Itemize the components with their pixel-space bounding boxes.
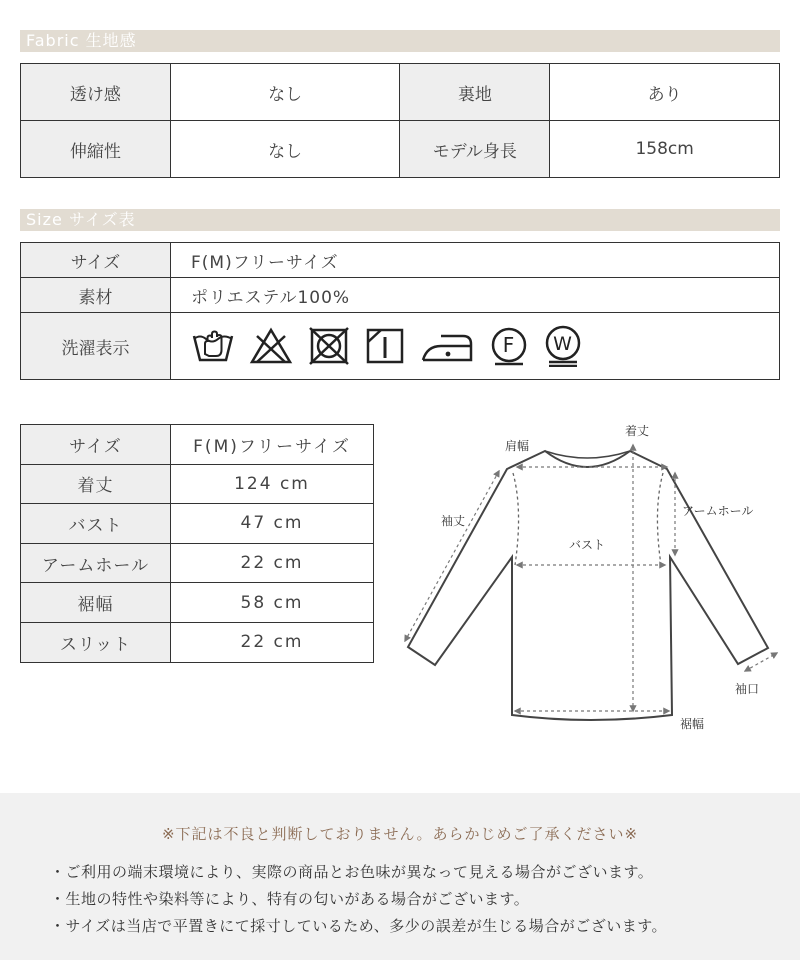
no-bleach-icon [249, 326, 293, 366]
fabric-label-lining: 裏地 [400, 64, 550, 121]
care-icons [191, 325, 779, 367]
size-table-row [21, 622, 374, 662]
info-value-material: ポリエステル100% [171, 278, 780, 313]
size-value-bust: 47 cm [171, 504, 374, 544]
fabric-section-title-en: Fabric [26, 31, 80, 50]
size-label-armhole: アームホール [21, 543, 171, 583]
dry-clean-letter: F [502, 333, 516, 357]
low-iron-icon [419, 326, 475, 366]
diagram-label-armhole: アームホール [682, 504, 754, 518]
size-value-length: 124 cm [171, 464, 374, 504]
size-value-slit: 22 cm [171, 622, 374, 662]
diagram-label-hem: 裾幅 [680, 717, 705, 731]
fabric-table [20, 63, 780, 178]
notice-line-size: ・サイズは当店で平置きにて採寸しているため、多少の誤差が生じる場合がございます。 [50, 917, 668, 935]
cuff-measure-line [745, 653, 777, 671]
notice-box [0, 793, 800, 960]
fabric-label-transparency: 透け感 [21, 64, 171, 121]
size-label-slit: スリット [21, 622, 171, 662]
size-section-title-ja: サイズ表 [68, 210, 136, 229]
hand-wash-icon [191, 326, 235, 366]
fabric-value-lining: あり [550, 64, 780, 121]
garment-diagram [395, 415, 795, 745]
fabric-section-header [20, 30, 780, 52]
fabric-value-model-height: 158cm [550, 121, 780, 178]
size-table-row [21, 464, 374, 504]
diagram-label-shoulder: 肩幅 [505, 439, 530, 453]
fabric-row [21, 121, 780, 178]
fabric-label-stretch: 伸縮性 [21, 121, 171, 178]
fabric-label-model-height: モデル身長 [400, 121, 550, 178]
fabric-section-title-ja: 生地感 [85, 31, 137, 50]
size-table-header-value: F(M)フリーサイズ [171, 425, 374, 465]
size-table-header-row [21, 425, 374, 465]
info-label-size: サイズ [21, 243, 171, 278]
diagram-label-sleeve: 袖丈 [441, 514, 466, 528]
info-row-size [21, 243, 780, 278]
size-table-header-label: サイズ [21, 425, 171, 465]
info-row-material [21, 278, 780, 313]
wet-clean-w-icon [543, 325, 583, 367]
diagram-label-length: 着丈 [625, 424, 650, 438]
diagram-label-bust: バスト [569, 538, 606, 552]
size-section-title-en: Size [26, 210, 63, 229]
dry-clean-f-icon [489, 326, 529, 366]
size-label-length: 着丈 [21, 464, 171, 504]
care-icons-cell [171, 313, 780, 380]
info-row-care [21, 313, 780, 380]
size-table-row [21, 543, 374, 583]
product-info-table [20, 242, 780, 380]
fabric-value-transparency: なし [170, 64, 400, 121]
notice-line-smell: ・生地の特性や染料等により、特有の匂いがある場合がございます。 [50, 890, 530, 908]
line-dry-shade-icon [365, 326, 405, 366]
size-table [20, 424, 374, 663]
wet-clean-letter: W [553, 333, 573, 355]
size-value-armhole: 22 cm [171, 543, 374, 583]
fabric-row [21, 64, 780, 121]
size-table-row [21, 583, 374, 623]
info-value-size: F(M)フリーサイズ [171, 243, 780, 278]
notice-line-color: ・ご利用の端末環境により、実際の商品とお色味が異なって見える場合がございます。 [50, 863, 654, 881]
size-table-row [21, 504, 374, 544]
notice-title: ※下記は不良と判断しておりません。あらかじめご了承ください※ [161, 825, 639, 843]
size-section-header [20, 209, 780, 231]
garment-outline [408, 451, 768, 720]
size-label-bust: バスト [21, 504, 171, 544]
size-label-hem: 裾幅 [21, 583, 171, 623]
diagram-label-cuff: 袖口 [735, 682, 760, 696]
sleeve-measure-line [405, 471, 499, 641]
no-tumble-dry-icon [307, 326, 351, 366]
fabric-value-stretch: なし [170, 121, 400, 178]
info-label-material: 素材 [21, 278, 171, 313]
info-label-care: 洗濯表示 [21, 313, 171, 380]
size-value-hem: 58 cm [171, 583, 374, 623]
